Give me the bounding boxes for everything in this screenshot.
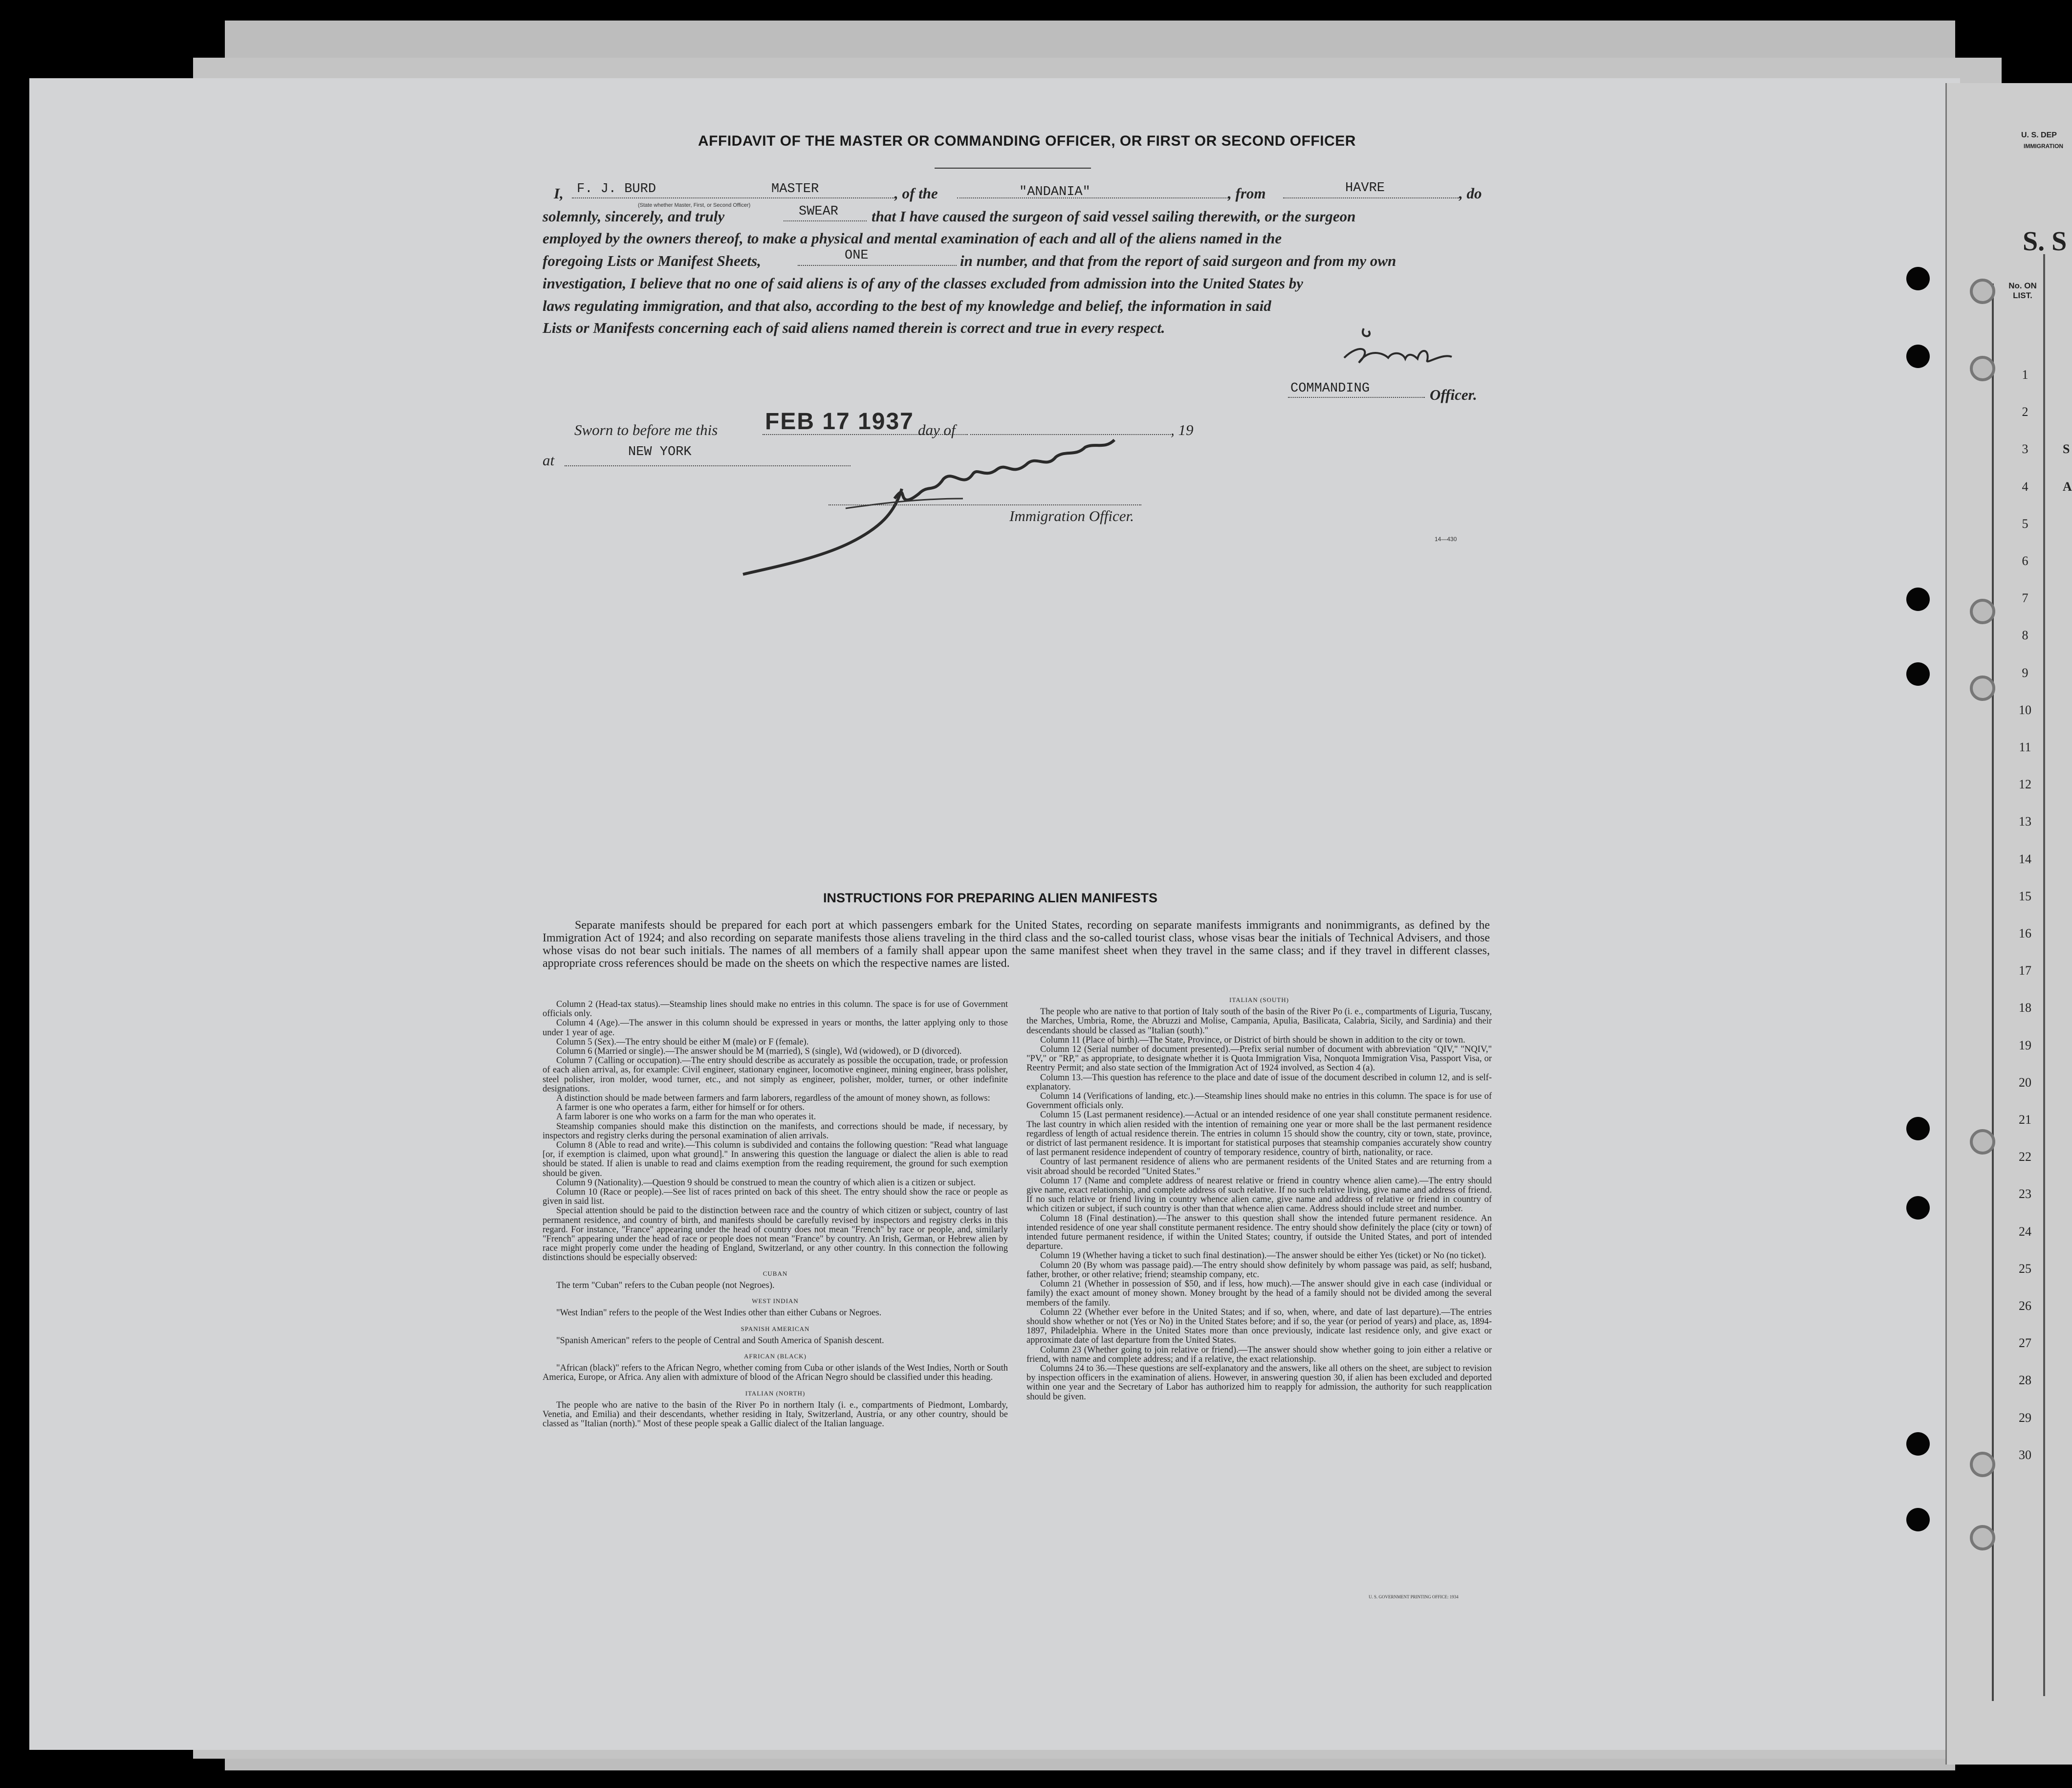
- punch-hole: [1906, 662, 1930, 686]
- strip-ss: S. S: [2023, 226, 2067, 257]
- row-number: 10: [2019, 702, 2031, 717]
- instructions-intro: Separate manifests should be prepared for each port at which passengers embark for the United States, recording on separate manifests immigrants and nonimmigrants, as defined by the Immigration Act of 1924; and also recording on separate manifests those aliens traveling in the third class and the so-called tourist class, whose visas bear the initials of Technical Advisers, and those whose visas do not bear such initials. The names of all members of a family shall appear upon the same manifest sheet when they travel in the same class; and if they travel in different classes, appropriate cross references should be made on the sheets on which the respective names are listed.: [543, 919, 1490, 970]
- instr-italian-north: The people who are native to the basin of the River Po in northern Italy (i. e., compartments of Piedmont, Lombardy, Venetia, and Emilia) and their descendants, whether residing in Italy, Switzerland, Austria, or any other country, should be classed as "Italian (north)." Most of these people speak a Gallic dialect of the Italian language.: [543, 1400, 1008, 1429]
- affidavit-of-the: , of the: [894, 185, 938, 202]
- affidavit-i: I,: [554, 185, 564, 202]
- sworn-place: NEW YORK: [628, 445, 692, 459]
- row-number: 23: [2019, 1187, 2031, 1201]
- at-text: at: [543, 452, 555, 469]
- instr-col12: Column 12 (Serial number of document presented).—Prefix serial number of document with abbreviation "QIV," "NQIV," "PV," or "RP," as appropriate, to designate whether it is Quota Immigration Visa, Nonquota Immigration Visa, Passport Visa, or Reentry Permit; and also state section of the Immigration Act of 1924 involved, as Section 4 (a).: [1026, 1045, 1492, 1073]
- punch-hole: [1906, 345, 1930, 368]
- instructions-left-column: [543, 1000, 1008, 1429]
- affidavit-do: , do: [1459, 185, 1482, 202]
- heading-african: AFRICAN (BLACK): [743, 1352, 807, 1360]
- strip-no-on-list: No. ON LIST.: [2008, 281, 2037, 300]
- row-number: 27: [2019, 1336, 2031, 1351]
- strip-rule: [1992, 283, 1996, 1701]
- row-number: 22: [2019, 1150, 2031, 1164]
- instr-col7: Column 7 (Calling or occupation).—The entry should describe as accurately as possible the occupation, trade, or profession of each alien arrival, as, for example: Civil engineer, stationary engineer, locomotive engineer, mining engineer, brass polisher, steel polisher, iron molder, wood turner, etc., and not simply as engineer, polisher, molder, turner, or other indefinite designations.: [543, 1056, 1008, 1094]
- instr-cuban: The term "Cuban" refers to the Cuban people (not Negroes).: [556, 1280, 775, 1290]
- row-number: 5: [2022, 516, 2028, 531]
- rank-note: (State whether Master, First, or Second Officer): [638, 202, 751, 208]
- punch-hole: [1906, 1508, 1930, 1531]
- immigration-officer-signature: [733, 430, 1163, 577]
- sheet-count: ONE: [845, 248, 869, 263]
- instr-col22: Column 22 (Whether ever before in the United States; and if so, when, where, and date of last departure).—The entries should show whether or not (Yes or No) in the United States before; and if so, the year (or period of years) and place, as, 1894-1897, Philadelphia. Where in the United States more than once previously, indicate last residence only, and give exact or approximate date of last departure from the United States.: [1026, 1307, 1492, 1346]
- reinforcement-ring: [1970, 356, 1995, 381]
- punch-hole: [1906, 1196, 1930, 1220]
- title-rule: [935, 168, 1091, 169]
- row-number: 6: [2022, 554, 2028, 568]
- heading-cuban: CUBAN: [763, 1269, 788, 1277]
- blank-line: [572, 197, 894, 198]
- punch-hole: [1906, 267, 1930, 290]
- instr-farmer: A farmer is one who operates a farm, either for himself or for others.: [556, 1103, 805, 1113]
- affidavit-line5: investigation, I believe that no one of said aliens is of any of the classes excluded from admission into the United States by: [543, 275, 1304, 292]
- instr-col4: Column 4 (Age).—The answer in this column should be expressed in years or months, the latter applying only to those under 1 year of age.: [543, 1018, 1008, 1038]
- printer-imprint: U. S. GOVERNMENT PRINTING OFFICE: 1934: [1369, 1594, 1459, 1599]
- instr-col8: Column 8 (Able to read and write).—This column is subdivided and contains the following question: "Read what language [or, if exemption is claimed, upon what ground]." In answering this question the language or dialect the alien is able to read should be stated. If alien is unable to read and claims exemption from the reading requirement, the ground for such exemption should be given.: [543, 1140, 1008, 1178]
- row-number: 9: [2022, 665, 2028, 680]
- row-number: 17: [2019, 963, 2031, 978]
- sworn-text: Sworn to before me this: [574, 421, 718, 438]
- instr-farmers: A distinction should be made between farmers and farm laborers, regardless of the amount of money shown, as follows:: [556, 1093, 990, 1104]
- instr-col18: Column 18 (Final destination).—The answer to this question shall show the intended future permanent residence. An intended residence of one year shall constitute permanent residence. The entry should show definitely the place (city or town) of intended future permanent residence, if within the United States; country, if outside the United States, and port of intended departure.: [1026, 1213, 1492, 1252]
- instr-col11: Column 11 (Place of birth).—The State, Province, or District of birth should be shown in addition to the city or town.: [1040, 1035, 1465, 1045]
- ship-name: "ANDANIA": [1019, 185, 1091, 199]
- affidavit-title: AFFIDAVIT OF THE MASTER OR COMMANDING OFFICER, OR FIRST OR SECOND OFFICER: [698, 133, 1356, 149]
- row-number: 1: [2022, 368, 2028, 382]
- row-number: 11: [2019, 740, 2031, 754]
- officer-rank: MASTER: [771, 182, 819, 196]
- heading-italian-north: ITALIAN (NORTH): [745, 1389, 806, 1397]
- instr-race-distinction: Special attention should be paid to the distinction between race and the country of which citizen or subject, country of last permanent residence, and country of birth, and manifests should be carefully revised by inspectors and registry clerks in this regard. For instance, "France" appearing under the head of country does not mean "French" by race or people, and, similarly "French" appearing under the head of race or people does not mean "France" by country. An Irish, German, or Hebrew alien by race might properly come under the heading of England, Switzerland, or any other country. In this connection the following distinctions should be especially observed:: [543, 1206, 1008, 1263]
- instr-col20: Column 20 (By whom was passage paid).—The entry should show definitely by whom passage was paid, as self; husband, father, brother, or other relative; friend; steamship company, etc.: [1026, 1260, 1492, 1280]
- instr-col21: Column 21 (Whether in possession of $50, and if less, how much).—The answer should give in each case (individual or family) the exact amount of money shown. Money brought by the head of a family should not be divided among the several members of the family.: [1026, 1279, 1492, 1308]
- row-number: 3: [2022, 442, 2028, 457]
- affidavit-line3: employed by the owners thereof, to make a physical and mental examination of each and all of the aliens named in the: [543, 230, 1282, 247]
- instr-farm-laborer: A farm laborer is one who works on a farm for the man who operates it.: [556, 1112, 816, 1122]
- instr-col15: Column 15 (Last permanent residence).—Actual or an intended residence of one year shall constitute permanent residence. The last country in which alien resided with the intention of remaining one year or more shall be the last permanent residence regardless of length of actual residence therein. The entries in column 15 should show the country, city or town, state, province, or district of last permanent residence. It is important for statistical purposes that steamship companies accurately show country of last permanent residence independent of country of temporary residence, country of birth, nationality, or race.: [1026, 1110, 1492, 1158]
- instr-col23: Column 23 (Whether going to join relative or friend).—The answer should show whether going to join either a relative or friend, with name and complete address; and if a relative, the exact relationship.: [1026, 1345, 1492, 1364]
- reinforcement-ring: [1970, 1452, 1995, 1477]
- instr-col13: Column 13.—This question has reference to the place and date of issue of the document described in column 12, and is self-explanatory.: [1026, 1072, 1492, 1092]
- strip-immigration: IMMIGRATION: [2024, 143, 2064, 150]
- blank-line: [1283, 197, 1459, 198]
- punch-hole: [1906, 1432, 1930, 1456]
- officer-name: F. J. BURD: [577, 182, 656, 196]
- row-number: 28: [2019, 1373, 2031, 1388]
- blank-line: [784, 220, 867, 221]
- instr-spanish-american: "Spanish American" refers to the people of Central and South America of Spanish descent.: [556, 1335, 884, 1346]
- reinforcement-ring: [1970, 1129, 1995, 1155]
- affidavit-line7: Lists or Manifests concerning each of said aliens named therein is correct and true in every respect.: [543, 319, 1165, 336]
- row-number: 29: [2019, 1410, 2031, 1425]
- row-number: 18: [2019, 1001, 2031, 1015]
- row-number: 7: [2022, 591, 2028, 606]
- affidavit-line6: laws regulating immigration, and that also, according to the best of my knowledge and belief, the information in said: [543, 297, 1271, 314]
- instr-west-indian: "West Indian" refers to the people of the West Indies other than either Cubans or Negroes.: [556, 1308, 882, 1318]
- heading-spanish-american: SPANISH AMERICAN: [741, 1325, 810, 1332]
- officer-title: COMMANDING: [1290, 381, 1370, 396]
- instr-col19: Column 19 (Whether having a ticket to such final destination).—The answer should be either Yes (ticket) or No (no ticket).: [1040, 1251, 1486, 1261]
- reinforcement-ring: [1970, 279, 1995, 304]
- instr-last-residence: Country of last permanent residence of aliens who are permanent residents of the United States and are returning from a visit abroad should be recorded "United States.": [1026, 1157, 1492, 1177]
- instr-col6: Column 6 (Married or single).—The answer should be M (married), S (single), Wd (widowed), or D (divorced).: [556, 1047, 962, 1057]
- affidavit-line4a: foregoing Lists or Manifest Sheets,: [543, 252, 761, 269]
- manifest-strip: [1945, 83, 2072, 1765]
- punch-hole: [1906, 1117, 1930, 1140]
- row-entry-fragment: S: [2063, 442, 2070, 457]
- affidavit-from: , from: [1228, 185, 1266, 202]
- master-signature: [1339, 319, 1457, 372]
- instr-italian-south: The people who are native to that portion of Italy south of the basin of the River Po (i. e., compartments of Liguria, Tuscany, the Marches, Umbria, Rome, the Abruzzi and Molise, Campania, Apulia, Basilicata, Calabria, Sicily, and Sardinia) and their descendants should be classed as "Italian (south).": [1026, 1007, 1492, 1036]
- form-number: 14—430: [1435, 536, 1457, 543]
- instr-col9: Column 9 (Nationality).—Question 9 should be construed to mean the country of which alien is a citizen or subject.: [556, 1177, 976, 1188]
- row-number: 20: [2019, 1075, 2031, 1090]
- blank-line: [829, 504, 1141, 505]
- reinforcement-ring: [1970, 599, 1995, 624]
- row-number: 26: [2019, 1299, 2031, 1313]
- strip-rule: [2043, 254, 2047, 1696]
- instructions-right-column: [1026, 995, 1492, 1402]
- reinforcement-ring: [1970, 676, 1995, 701]
- punch-hole: [1906, 588, 1930, 611]
- instr-col5: Column 5 (Sex).—The entry should be either M (male) or F (female).: [556, 1037, 809, 1047]
- day-of-text: day of: [918, 421, 956, 438]
- row-number: 2: [2022, 405, 2028, 419]
- affidavit-line2a: solemnly, sincerely, and truly: [543, 208, 725, 225]
- row-number: 12: [2019, 777, 2031, 792]
- heading-italian-south: ITALIAN (SOUTH): [1229, 996, 1289, 1003]
- oath-word: SWEAR: [799, 204, 839, 219]
- reinforcement-ring: [1970, 1525, 1995, 1550]
- instr-col24-36: Columns 24 to 36.—These questions are self-explanatory and the answers, like all others on the sheet, are subject to revision by inspection officers in the examination of aliens. However, in answering question 30, if alien has been excluded and deported within one year and the Secretary of Labor has authorized him to reapply for admission, the authority for such reapplication should be given.: [1026, 1363, 1492, 1402]
- row-number: 13: [2019, 814, 2031, 829]
- row-number: 24: [2019, 1224, 2031, 1239]
- row-number: 30: [2019, 1447, 2031, 1462]
- row-entry-fragment: A: [2063, 479, 2072, 494]
- row-number: 25: [2019, 1261, 2031, 1276]
- row-number: 4: [2022, 479, 2028, 494]
- instr-steamship: Steamship companies should make this distinction on the manifests, and corrections should be made, if necessary, by inspectors and registry clerks during the personal examination of alien arrivals.: [543, 1121, 1008, 1141]
- blank-line: [798, 265, 957, 266]
- sworn-date-stamp: FEB 17 1937: [765, 409, 914, 435]
- row-number: 15: [2019, 889, 2031, 903]
- instr-col17: Column 17 (Name and complete address of nearest relative or friend in country whence alien came).—The entry should give name, exact relationship, and complete address of such relative. If no such relative living, give name and address of friend. If no such relative or friend living in country whence alien came, give name and address of relative or friend in country of which citizen or subject, if such country is other than that whence alien came. Address should include street and number.: [1026, 1176, 1492, 1214]
- row-number: 19: [2019, 1038, 2031, 1052]
- blank-line: [1288, 397, 1425, 398]
- row-number: 21: [2019, 1112, 2031, 1127]
- instructions-title: INSTRUCTIONS FOR PREPARING ALIEN MANIFESTS: [823, 891, 1158, 905]
- affidavit-line2b: that I have caused the surgeon of said vessel sailing therewith, or the surgeon: [872, 208, 1356, 225]
- officer-word: Officer.: [1430, 386, 1477, 403]
- instr-col10: Column 10 (Race or people).—See list of races printed on back of this sheet. The entry should show the race or people as given in said list.: [543, 1187, 1008, 1207]
- port-from: HAVRE: [1345, 181, 1385, 196]
- row-number: 14: [2019, 851, 2031, 866]
- heading-west-indian: WEST INDIAN: [752, 1297, 799, 1305]
- instr-col14: Column 14 (Verifications of landing, etc.).—Steamship lines should make no entries in this column. The space is for use of Government officials only.: [1026, 1091, 1492, 1111]
- row-number: 8: [2022, 628, 2028, 643]
- blank-line: [957, 197, 1228, 198]
- affidavit-line4b: in number, and that from the report of said surgeon and from my own: [960, 252, 1396, 269]
- instr-african: "African (black)" refers to the African Negro, whether coming from Cuba or other islands of the West Indies, North or South America, Europe, or Africa. Any alien with admixture of blood of the African Negro should be classified under this heading.: [543, 1363, 1008, 1383]
- immigration-officer-label: Immigration Officer.: [1009, 507, 1134, 524]
- year-text: , 19: [1171, 421, 1194, 438]
- row-number: 16: [2019, 926, 2031, 940]
- strip-dept: U. S. DEP: [2021, 131, 2057, 139]
- instr-col2: Column 2 (Head-tax status).—Steamship lines should make no entries in this column. The space is for use of Government officials only.: [543, 1000, 1008, 1019]
